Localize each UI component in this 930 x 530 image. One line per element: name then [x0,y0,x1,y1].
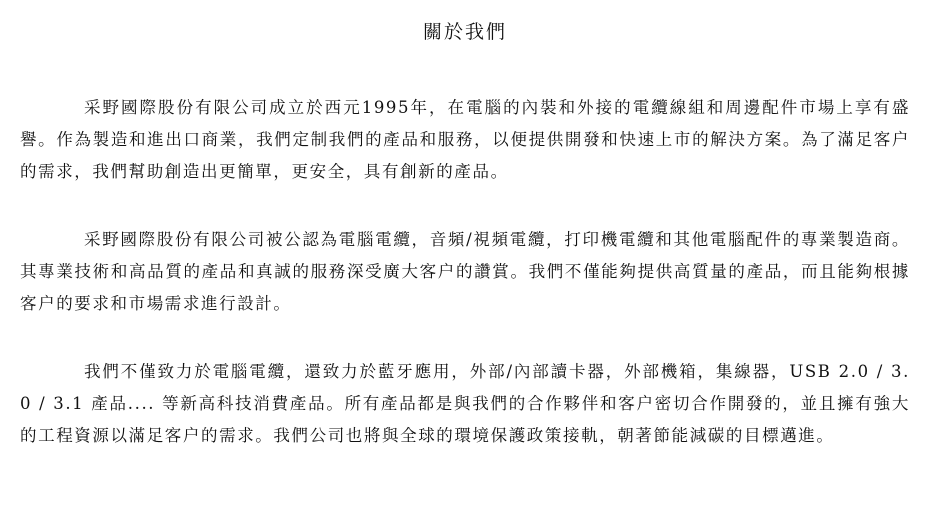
paragraph-manufacturer: 采野國際股份有限公司被公認為電腦電纜，音頻/視頻電纜，打印機電纜和其他電腦配件的專業製造商。其專業技術和高品質的產品和真誠的服務深受廣大客户的讚賞。我們不僅能夠提供高質量的產品，而且能夠根據客户的要求和市場需求進行設計。 [20,230,910,313]
page-title: 關於我們 [422,21,507,43]
paragraph-company-intro: 采野國際股份有限公司成立於西元1995年，在電腦的內裝和外接的電纜線組和周邊配件市場上享有盛譽。作為製造和進出口商業，我們定制我們的產品和服務，以便提供開發和快速上市的解決方案。為了滿足客户的需求，我們幫助創造出更簡單，更安全，具有創新的產品。 [20,98,910,181]
paragraph-products: 我們不僅致力於電腦電纜，還致力於藍牙應用，外部/內部讀卡器，外部機箱，集線器，USB 2.0 / 3.0 / 3.1 產品.... 等新高科技消費產品。所有產品都是與我們的合作夥伴和客户密切合作開發的，並且擁有強大的工程資源以滿足客户的需求。我們公司也將與全球的環境保護政策接軌，朝著節能減碳的目標邁進。 [20,362,910,445]
